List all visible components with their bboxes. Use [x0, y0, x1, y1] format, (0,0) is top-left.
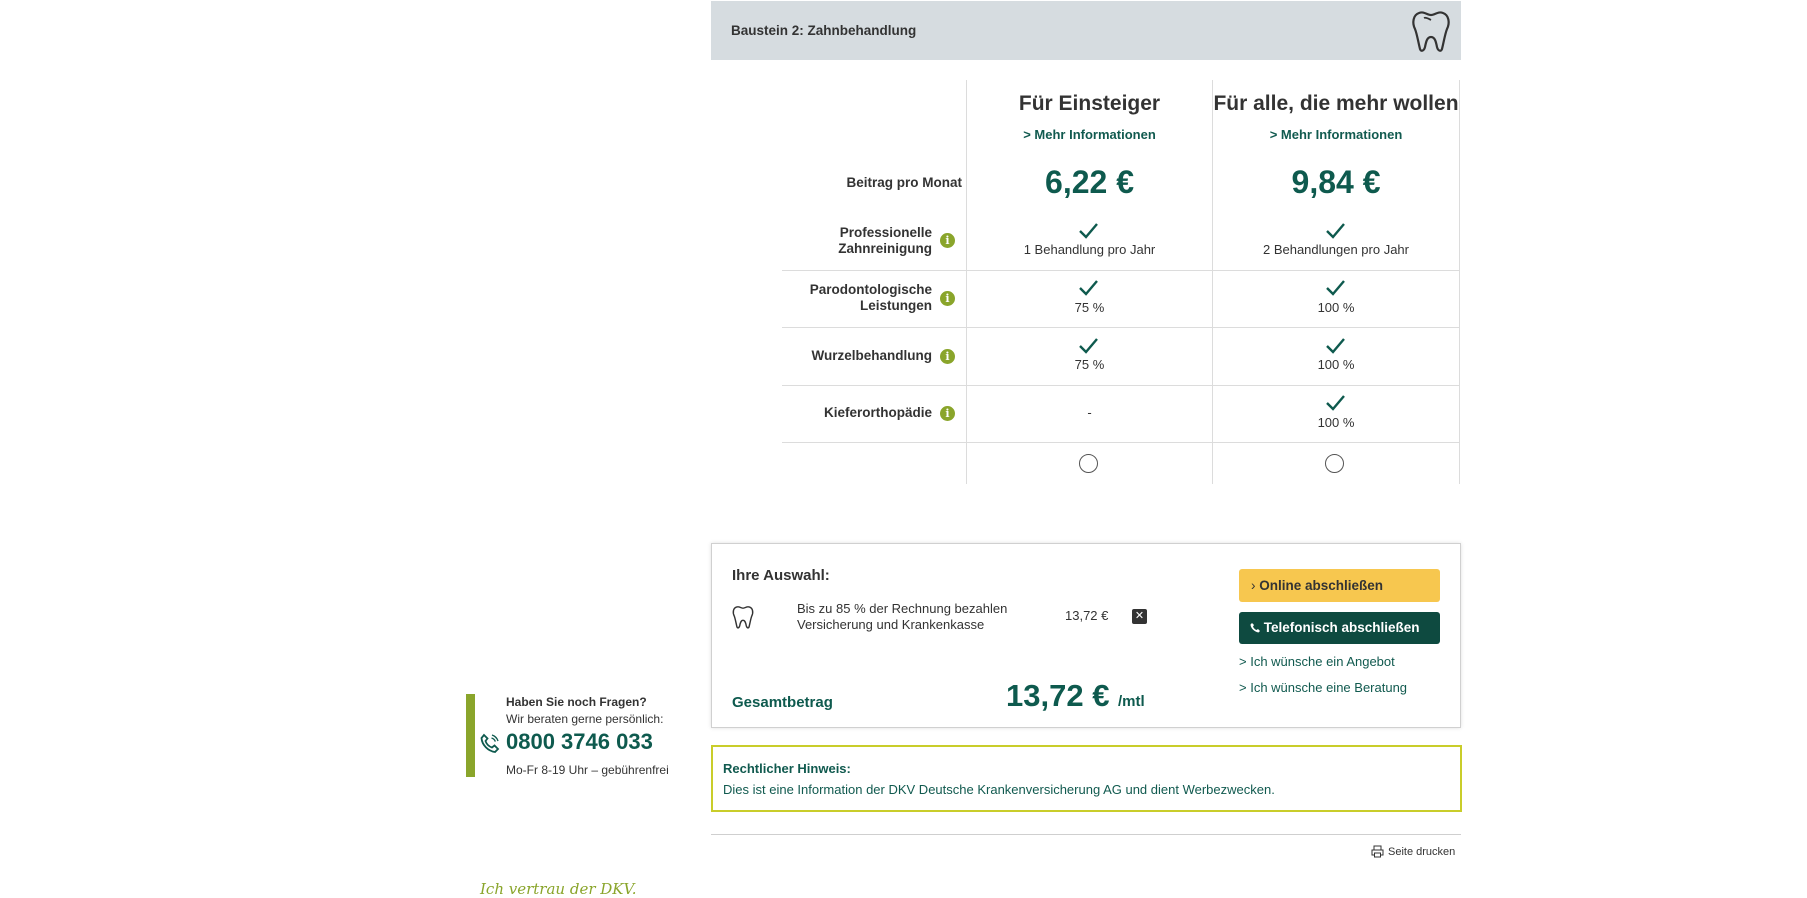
info-icon[interactable]: i [940, 233, 955, 248]
more-info-link-mehr[interactable]: > Mehr Informationen [1269, 127, 1403, 142]
row-divider [782, 327, 1460, 328]
more-info-link-einsteiger[interactable]: > Mehr Informationen [1023, 127, 1156, 142]
radio-einsteiger[interactable] [1079, 454, 1098, 473]
total-value: 13,72 € [1006, 678, 1110, 713]
legal-notice [711, 745, 1462, 812]
row-divider [782, 270, 1460, 271]
price-label: Beitrag pro Monat [846, 175, 962, 190]
row-label-kieferorthopaedie: Kieferorthopädie [823, 405, 932, 420]
tooth-icon [1411, 9, 1451, 53]
angebot-link[interactable]: > Ich wünsche ein Angebot [1239, 654, 1395, 669]
info-icon[interactable]: i [940, 349, 955, 364]
divider [711, 834, 1461, 835]
checkmark-icon [1077, 279, 1099, 297]
cell-value: 2 Behandlungen pro Jahr [1262, 242, 1409, 257]
total-label: Gesamtbetrag [732, 694, 833, 711]
legal-title: Rechtlicher Hinweis: [723, 761, 851, 776]
cell-value: 100 % [1317, 300, 1355, 315]
checkmark-icon [1077, 222, 1099, 240]
selection-item-description: Bis zu 85 % der Rechnung bezahlen Versicherung und Krankenkasse [797, 601, 1008, 632]
phone-icon [480, 732, 500, 754]
price-einsteiger: 6,22 € [1045, 164, 1134, 200]
legal-text: Dies ist eine Information der DKV Deutsche Krankenversicherung AG und dient Werbezwecken. [723, 782, 1275, 797]
telefonisch-abschliessen-button[interactable]: Telefonisch abschließen [1239, 612, 1440, 644]
row-label-parodontologie: Parodontologische Leistungen [809, 282, 932, 313]
plan-title-mehr: Für alle, die mehr wollen [1213, 92, 1459, 115]
selection-item-price: 13,72 € [1065, 608, 1109, 623]
cell-value: - [1087, 405, 1092, 420]
plan-title-einsteiger: Für Einsteiger [1018, 92, 1161, 115]
slogan: Ich vertrau der DKV. [480, 880, 637, 898]
info-icon[interactable]: i [940, 291, 955, 306]
radio-mehr[interactable] [1325, 454, 1344, 473]
contact-phone-number[interactable]: 0800 3746 033 [506, 729, 653, 754]
total-unit: /mtl [1118, 693, 1145, 710]
section-title: Baustein 2: Zahnbehandlung [731, 23, 917, 38]
cell-value: 75 % [1074, 357, 1105, 372]
checkmark-icon [1077, 337, 1099, 355]
tooth-icon [732, 603, 754, 631]
table-divider [1459, 80, 1460, 484]
price-mehr: 9,84 € [1291, 164, 1381, 200]
contact-hours: Mo-Fr 8-19 Uhr – gebührenfrei [506, 763, 669, 777]
checkmark-icon [1324, 394, 1346, 412]
online-abschliessen-button[interactable]: › Online abschließen [1239, 569, 1440, 602]
checkmark-icon [1324, 222, 1346, 240]
row-divider [782, 385, 1460, 386]
section-header [711, 1, 1461, 60]
row-label-wurzelbehandlung: Wurzelbehandlung [811, 348, 932, 363]
info-icon[interactable]: i [940, 406, 955, 421]
cell-value: 75 % [1074, 300, 1105, 315]
cell-value: 1 Behandlung pro Jahr [1023, 242, 1156, 257]
print-page-link[interactable]: Seite drucken [1371, 845, 1455, 858]
checkmark-icon [1324, 279, 1346, 297]
remove-item-button[interactable]: ✕ [1132, 609, 1147, 624]
selection-summary [711, 543, 1461, 728]
contact-accent-bar [466, 694, 475, 777]
cell-value: 100 % [1317, 357, 1355, 372]
contact-subtitle: Wir beraten gerne persönlich: [506, 712, 664, 726]
printer-icon [1371, 845, 1384, 858]
chevron-right-icon: › [1251, 578, 1256, 593]
phone-icon [1250, 622, 1260, 633]
cell-value: 100 % [1317, 415, 1355, 430]
row-label-zahnreinigung: Professionelle Zahnreinigung [838, 225, 932, 256]
checkmark-icon [1324, 337, 1346, 355]
beratung-link[interactable]: > Ich wünsche eine Beratung [1239, 680, 1408, 695]
selection-title: Ihre Auswahl: [732, 567, 830, 584]
contact-question: Haben Sie noch Fragen? [506, 695, 647, 709]
row-divider [782, 442, 1460, 443]
